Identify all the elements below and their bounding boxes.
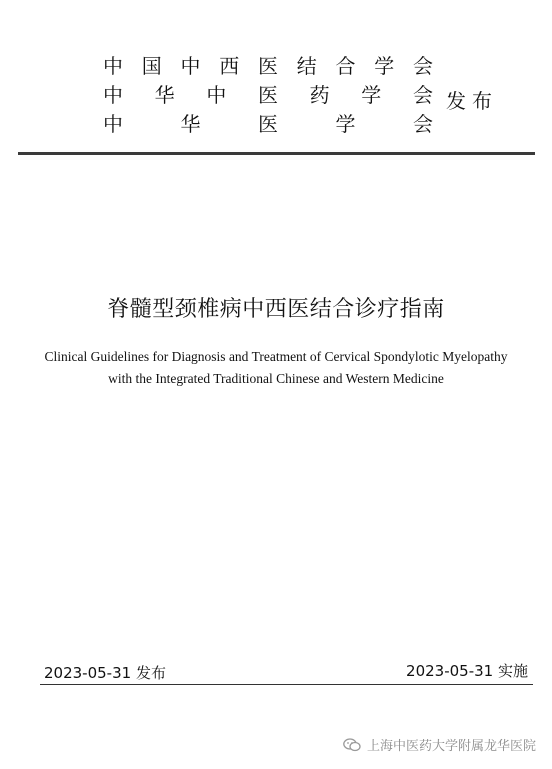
footer-divider (40, 684, 533, 685)
publisher-char: 学 (374, 54, 395, 78)
title-en-line-1: Clinical Guidelines for Diagnosis and Treatment of Cervical Spondylotic Myelopathy (44, 349, 508, 364)
document-title-cn: 脊髓型颈椎病中西医结合诊疗指南 (107, 297, 445, 322)
publisher-char: 华 (180, 112, 201, 136)
publisher-char: 国 (141, 54, 162, 78)
publisher-line-2 (103, 81, 433, 110)
title-en-line-2: with the Integrated Traditional Chinese and Western Medicine (108, 371, 444, 386)
publisher-char: 合 (335, 54, 356, 78)
document-title-en (0, 346, 552, 390)
publisher-line-1 (103, 52, 433, 81)
publisher-char: 结 (296, 54, 317, 78)
publisher-line-3 (103, 110, 433, 139)
publisher-char: 医 (258, 112, 278, 136)
publishers-block (103, 52, 433, 139)
issue-date: 2023-05-31 发布 (44, 664, 166, 682)
publisher-char: 中 (103, 54, 123, 78)
publisher-char: 学 (361, 83, 382, 107)
publisher-char: 会 (413, 54, 433, 78)
publisher-char: 西 (219, 54, 240, 78)
effective-date: 2023-05-31 实施 (406, 662, 528, 680)
publisher-char: 药 (309, 83, 330, 107)
header-divider (18, 152, 535, 155)
publisher-char: 中 (206, 83, 227, 107)
watermark (343, 735, 536, 754)
watermark-text: 上海中医药大学附属龙华医院 (366, 739, 536, 754)
publisher-char: 会 (413, 112, 433, 136)
publisher-char: 华 (154, 83, 175, 107)
publisher-char: 中 (103, 112, 123, 136)
publisher-char: 中 (180, 54, 201, 78)
publisher-char: 中 (103, 83, 123, 107)
publisher-char: 会 (412, 83, 433, 107)
wechat-icon (343, 738, 361, 752)
publish-label: 发布 (446, 89, 498, 113)
publisher-char: 学 (335, 112, 356, 136)
publisher-char: 医 (258, 54, 278, 78)
publisher-char: 医 (257, 83, 278, 107)
